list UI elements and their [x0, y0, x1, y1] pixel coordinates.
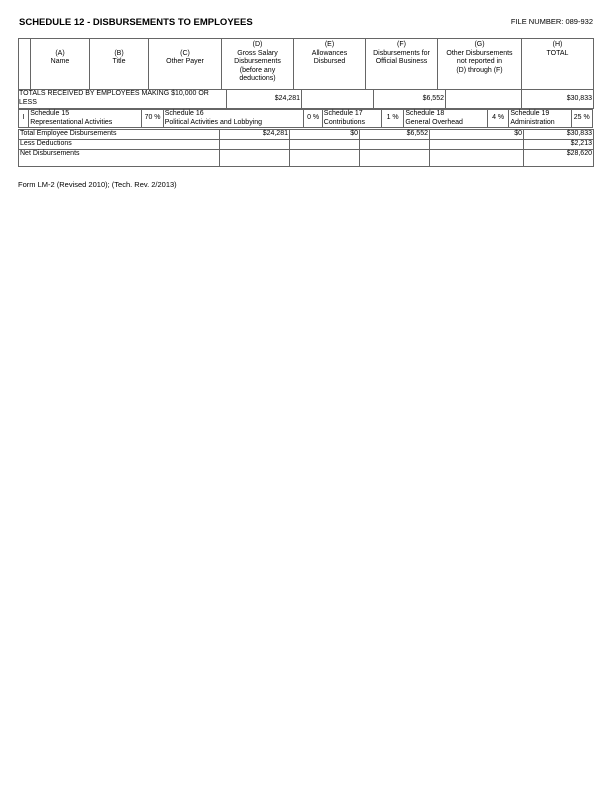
totals-allowances	[302, 90, 374, 109]
schedule-allocation-table	[18, 109, 593, 128]
form-revision-footer: Form LM-2 (Revised 2010); (Tech. Rev. 2/2013)	[18, 180, 177, 189]
file-number: FILE NUMBER: 089-932	[510, 17, 593, 26]
column-header-other-payer: (C) Other Payer	[149, 39, 222, 90]
schedule-16-cell	[163, 110, 304, 128]
schedule-15-cell	[29, 110, 142, 128]
net-disbursements-total: $28,620	[524, 150, 594, 167]
total-employee-gross-salary: $24,281	[220, 130, 290, 140]
schedule-allocation-row	[19, 110, 593, 128]
schedule-18-name: Schedule 18	[405, 110, 445, 117]
less-deductions-label: Less Deductions	[19, 140, 220, 150]
schedule-17-desc: Contributions	[323, 118, 366, 126]
column-header-gross-salary: (D) Gross Salary Disbursements (before any deductions)	[222, 39, 294, 90]
column-header-name: (A) Name	[31, 39, 90, 90]
total-employee-total: $30,833	[524, 130, 594, 140]
schedule-15-name: Schedule 15	[30, 110, 70, 117]
total-employee-disbursements-row	[19, 130, 594, 140]
total-employee-allowances: $0	[290, 130, 360, 140]
column-header-official-business: (F) Disbursements for Official Business	[366, 39, 438, 90]
schedule-16-percent: 0 %	[304, 110, 322, 128]
totals-official-business: $6,552	[374, 90, 446, 109]
schedule-18-percent: 4 %	[487, 110, 508, 128]
net-disbursements-row	[19, 150, 594, 167]
total-employee-label: Total Employee Disbursements	[19, 130, 220, 140]
total-employee-other: $0	[430, 130, 524, 140]
schedule-15-desc: Representational Activities	[30, 118, 113, 126]
schedule-19-cell	[509, 110, 571, 128]
schedule-19-name: Schedule 19	[510, 110, 550, 117]
column-header-table	[18, 38, 594, 90]
row-marker: I	[19, 110, 29, 128]
schedule-17-cell	[322, 110, 381, 128]
net-disbursements-label: Net Disbursements	[19, 150, 220, 167]
totals-low-earners-table	[18, 89, 594, 109]
totals-other	[446, 90, 522, 109]
less-deductions-row	[19, 140, 594, 150]
schedule-16-desc: Political Activities and Lobbying	[164, 118, 263, 126]
disbursement-summary-table	[18, 129, 594, 167]
schedule-18-cell	[404, 110, 488, 128]
schedule-16-name: Schedule 16	[164, 110, 204, 117]
totals-low-earners-row	[19, 90, 594, 109]
totals-low-earners-label: TOTALS RECEIVED BY EMPLOYEES MAKING $10,000 OR LESS	[19, 90, 227, 109]
column-header-allowances: (E) Allowances Disbursed	[294, 39, 366, 90]
totals-total: $30,833	[522, 90, 594, 109]
header-spacer-cell	[19, 39, 31, 90]
schedule-title: SCHEDULE 12 - DISBURSEMENTS TO EMPLOYEES	[19, 17, 253, 28]
schedule-17-name: Schedule 17	[323, 110, 363, 117]
less-deductions-total: $2,213	[524, 140, 594, 150]
schedule-19-desc: Administration	[510, 118, 555, 126]
schedule-19-percent: 25 %	[571, 110, 592, 128]
column-header-total: (H) TOTAL	[522, 39, 594, 90]
schedule-15-percent: 70 %	[142, 110, 163, 128]
column-header-title: (B) Title	[90, 39, 149, 90]
schedule-18-desc: General Overhead	[405, 118, 463, 126]
total-employee-official-business: $6,552	[360, 130, 430, 140]
column-header-other-disbursements: (G) Other Disbursements not reported in (D) through (F)	[438, 39, 522, 90]
totals-gross-salary: $24,281	[227, 90, 302, 109]
schedule-17-percent: 1 %	[381, 110, 403, 128]
